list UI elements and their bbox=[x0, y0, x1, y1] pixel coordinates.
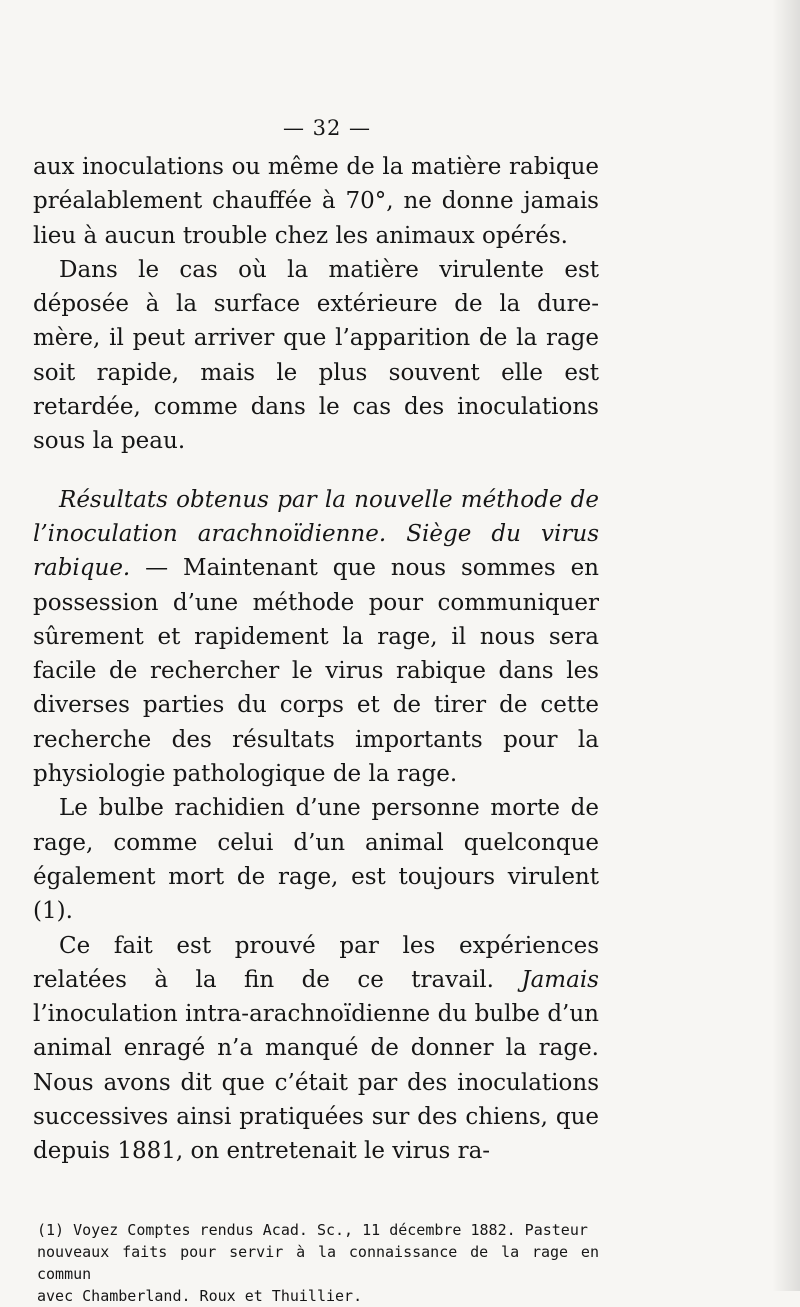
book-page bbox=[33, 116, 599, 1307]
footnote bbox=[33, 1219, 599, 1307]
paragraph-1: aux inoculations ou même de la matière rabique préalablement chauffée à 70°, ne donne jamais lieu à aucun trouble chez les animaux opérés. bbox=[33, 154, 599, 249]
page-number: — 32 — bbox=[282, 116, 372, 140]
section-title: Résultats obtenus par la nouvelle méthode de l’inoculation arachnoïdienne. Siège du virus rabique. bbox=[33, 486, 599, 582]
paragraph-4: Le bulbe rachidien d’une personne morte de rage, comme celui d’un animal quelconque également mort de rage, est toujours virulent (1). bbox=[33, 795, 599, 925]
paragraph-2: Dans le cas où la matière virulente est déposée à la surface extérieure de la dure-mère, il peut arriver que l’apparition de la rage soit rapide, mais le plus souvent elle est retardée, comme dans le cas des inoculations sous la peau. bbox=[33, 256, 599, 455]
section-gap bbox=[33, 459, 599, 483]
paragraph-5-emphasis: Jamais bbox=[521, 966, 599, 993]
page-shadow bbox=[772, 0, 800, 1291]
footnote-line-1: (1) Voyez Comptes rendus Acad. Sc., 11 décembre 1882. Pasteur bbox=[37, 1220, 588, 1239]
paragraph-5-start: Ce fait est prouvé par les expériences relatées à la fin de ce travail. bbox=[33, 932, 599, 993]
section-dash: — bbox=[130, 555, 184, 582]
paragraph-5 bbox=[33, 929, 599, 1169]
footnote-line-3: avec Chamberland. Roux et Thuillier. bbox=[37, 1286, 363, 1305]
section-paragraph bbox=[33, 483, 599, 792]
footnote-line-2: nouveaux faits pour servir à la connaissance de la rage en commun bbox=[37, 1242, 599, 1283]
paragraph-5-rest: l’inoculation intra-arachnoïdienne du bulbe d’un animal enragé n’a manqué de donner la rage. Nous avons dit que c’était par des inoculations successives ainsi pratiquées sur des chiens, que depuis 1881, on entretenait le virus ra- bbox=[33, 1001, 599, 1165]
paragraph-3-text: Maintenant que nous sommes en possession d’une méthode pour communiquer sûrement et rapidement la rage, il nous sera facile de rechercher le virus rabique dans les diverses parties du corps et de tirer de cette recherche des résultats importants pour la physiologie pathologique de la rage. bbox=[33, 555, 599, 788]
